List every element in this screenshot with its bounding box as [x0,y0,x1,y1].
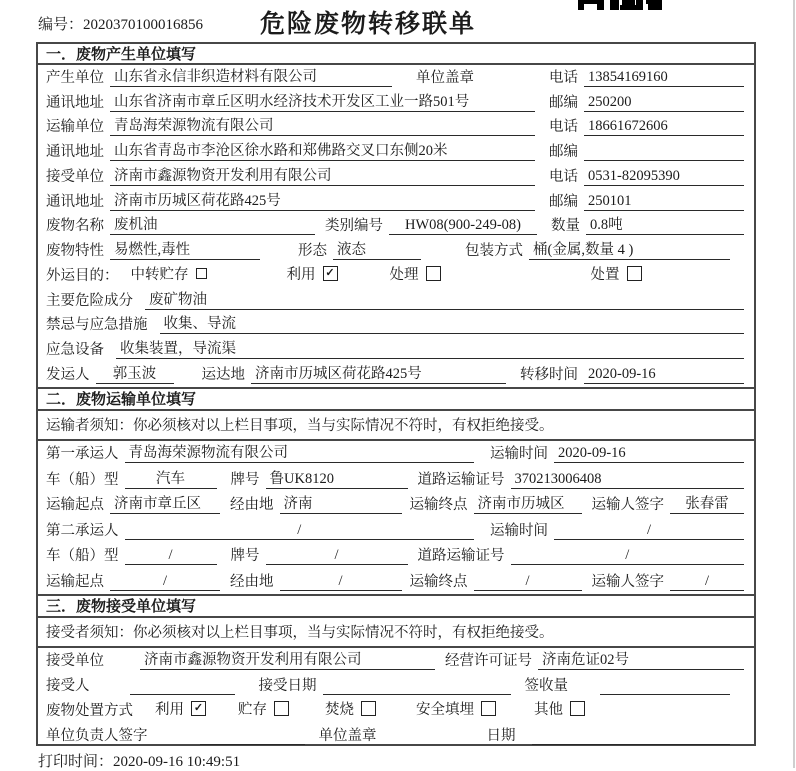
disposal-storage-label: 贮存 [238,701,267,718]
print-time-label: 打印时间： [38,754,114,770]
accept-unit-value: 济南市鑫源物资开发利用有限公司 [140,651,435,670]
producer-address-value: 山东省济南市章丘区明水经济技术开发区工业一路501号 [110,93,535,112]
receipt-qty-label: 签收量 [524,677,568,694]
checkbox-disposal-incinerate[interactable] [361,701,376,716]
emergency-equipment-label: 应急设备 [46,342,104,359]
route1-sign-value: 张春雷 [670,495,744,514]
route1-start-label: 运输起点 [46,497,104,514]
disposal-landfill-label: 安全填埋 [416,701,474,718]
waste-traits-label: 废物特性 [46,243,104,260]
transporter-label: 运输单位 [46,119,104,136]
row-transfer-purpose [38,263,754,288]
option-disposal-landfill [416,698,496,719]
plate2-value: / [266,546,408,565]
waste-name-value: 废机油 [110,216,315,235]
row-vehicle2 [38,543,754,569]
row-emergency-equipment [38,337,754,362]
receiver-phone-value: 0531-82095390 [584,167,744,186]
row-responsible-sign [38,723,754,748]
route1-sign-label: 运输人签字 [591,497,664,514]
plate1-label: 牌号 [230,471,260,488]
sign-date-label: 日期 [486,727,516,744]
route1-via-label: 经由地 [230,497,274,514]
row-route2 [38,568,754,594]
page-right-edge [793,0,795,768]
waste-code-value: HW08(900-249-08) [389,216,537,235]
transport-time1-value: 2020-09-16 [554,444,744,463]
option-dispose [591,263,642,284]
route2-via-label: 经由地 [230,573,274,590]
road-permit1-label: 道路运输证号 [417,471,505,488]
disposal-method-label: 废物处置方式 [46,702,133,719]
waste-form-label: 形态 [298,243,327,260]
receiver-notice: 接受者须知：你必须核对以上栏目事项，当与实际情况不符时，有权拒绝接受。 [38,618,754,648]
print-time-value: 2020-09-16 10:49:51 [113,754,241,770]
checkbox-disposal-utilize[interactable]: ✓ [191,701,206,716]
option-utilize [287,263,338,284]
row-waste-traits [38,238,754,263]
route1-via-value: 济南 [280,495,402,514]
accept-person-label: 接受人 [46,677,90,694]
row-receiver [38,164,754,189]
receiver-address-value: 济南市历城区荷花路425号 [110,192,535,211]
waste-form-value: 液态 [333,241,421,260]
taboo-measures-value: 收集、导流 [160,315,745,334]
waste-name-label: 废物名称 [46,218,104,235]
taboo-measures-label: 禁忌与应急措施 [46,317,148,334]
producer-zip-label: 邮编 [549,94,578,111]
transport-time2-value: / [554,521,744,540]
transporter-notice: 运输者须知：你必须核对以上栏目事项，当与实际情况不符时，有权拒绝接受。 [38,411,754,441]
route2-end-value: / [474,572,582,591]
row-vehicle1 [38,466,754,492]
unit-seal-label: 单位盖章 [416,69,474,86]
second-carrier-label: 第二承运人 [46,522,119,539]
transporter-phone-label: 电话 [549,119,578,136]
destination-label: 运达地 [201,366,245,383]
accept-unit-label: 接受单位 [46,652,104,669]
route2-start-label: 运输起点 [46,573,104,590]
utilize-label: 利用 [286,266,316,283]
section2-header: 二．废物运输单位填写 [38,387,754,411]
road-permit1-value: 370213006408 [511,470,745,489]
dispatcher-label: 发运人 [46,366,90,383]
disposal-incinerate-label: 焚烧 [325,701,354,718]
checkbox-utilize[interactable]: ✓ [323,266,338,281]
serial-value: 2020370100016856 [83,17,204,33]
route2-end-label: 运输终点 [409,573,468,590]
transport-time2-label: 运输时间 [490,522,548,539]
row-transporter-address [38,139,754,164]
license-label: 经营许可证号 [445,652,532,669]
dispatcher-value: 郭玉波 [96,365,174,384]
destination-value: 济南市历城区荷花路425号 [251,365,506,384]
unit-seal2-label: 单位盖章 [318,727,377,744]
waste-pack-label: 包装方式 [465,243,523,260]
transporter-zip-label: 邮编 [549,144,578,161]
hazard-component-value: 废矿物油 [145,291,744,310]
receiver-phone-label: 电话 [549,168,578,185]
dispose-label: 处置 [590,266,620,283]
route2-via-value: / [280,572,402,591]
section1-header: 一．废物产生单位填写 [38,44,754,65]
plate1-value: 鲁UK8120 [266,470,408,489]
license-value: 济南危证02号 [538,651,744,670]
road-permit2-value: / [511,546,745,565]
option-disposal-incinerate [325,698,376,719]
transporter-address-value: 山东省青岛市李沧区徐水路和郑佛路交叉口东侧20米 [110,142,535,161]
checkbox-treat[interactable] [426,266,441,281]
option-disposal-utilize [155,698,206,719]
producer-phone-label: 电话 [549,69,578,86]
option-disposal-storage [238,698,289,719]
hazard-component-label: 主要危险成分 [46,292,133,309]
section3-header: 三．废物接受单位填写 [38,594,754,618]
row-taboo-measures [38,313,754,338]
producer-zip-value: 250200 [584,93,744,112]
receiver-address-label: 通讯地址 [46,193,104,210]
row-route1 [38,492,754,518]
transfer-form [36,42,756,746]
serial-label: 编号： [38,17,84,33]
checkbox-dispose[interactable] [627,266,642,281]
waste-qty-value: 0.8吨 [586,216,744,235]
producer-phone-value: 13854169160 [584,68,744,87]
row-waste-name [38,214,754,239]
receipt-qty-value [600,677,730,695]
plate2-label: 牌号 [230,548,260,565]
second-carrier-value: / [125,521,475,540]
waste-code-label: 类别编号 [325,218,383,235]
row-accept-person [38,673,754,698]
route1-end-label: 运输终点 [409,497,468,514]
transfer-storage-label: 中转贮存 [130,266,189,283]
vehicle-type1-label: 车（船）型 [46,471,119,488]
route2-sign-label: 运输人签字 [591,573,664,590]
row-first-carrier [38,441,754,467]
sign-date-value [532,727,731,745]
emergency-equipment-value: 收集装置，导流渠 [116,340,744,359]
route1-end-value: 济南市历城区 [474,495,582,514]
responsible-sign-label: 单位负责人签字 [46,727,148,744]
receiver-zip-value: 250101 [584,192,744,211]
option-treat [390,263,441,284]
accept-date-label: 接受日期 [258,677,317,694]
transport-time1-label: 运输时间 [490,446,548,463]
page-title: 危险废物转移联单 [259,10,476,38]
responsible-sign-value [200,727,305,745]
option-disposal-other [534,698,585,719]
disposal-other-label: 其他 [534,701,563,718]
option-transfer-storage [131,263,207,284]
transporter-phone-value: 18661672606 [584,117,744,136]
transfer-time-value: 2020-09-16 [584,365,744,384]
checkbox-disposal-other[interactable] [570,701,585,716]
accept-person-value [130,677,235,695]
row-dispatcher [38,362,754,387]
qr-code-fragment [578,0,662,10]
checkbox-transfer-storage[interactable] [196,268,207,279]
transporter-value: 青岛海荣源物流有限公司 [110,117,535,136]
vehicle-type2-value: / [125,546,217,565]
row-disposal-method [38,698,754,723]
transporter-address-label: 通讯地址 [46,144,104,161]
producer-label: 产生单位 [46,69,104,86]
transfer-time-label: 转移时间 [520,366,578,383]
route2-start-value: / [110,572,220,591]
row-producer [38,65,754,90]
producer-address-label: 通讯地址 [46,94,104,111]
waste-qty-label: 数量 [551,218,580,235]
receiver-label: 接受单位 [46,168,104,185]
transfer-purpose-label: 外运目的： [46,267,119,284]
row-accept-unit [38,648,754,673]
waste-traits-value: 易燃性,毒性 [110,241,260,260]
receiver-zip-label: 邮编 [549,193,578,210]
producer-value: 山东省永信非织造材料有限公司 [110,68,392,87]
row-second-carrier [38,517,754,543]
vehicle-type2-label: 车（船）型 [46,548,119,565]
first-carrier-value: 青岛海荣源物流有限公司 [125,444,475,463]
row-receiver-address [38,189,754,214]
row-producer-address [38,90,754,115]
first-carrier-label: 第一承运人 [46,446,119,463]
row-transporter [38,115,754,140]
route1-start-value: 济南市章丘区 [110,495,220,514]
receiver-value: 济南市鑫源物资开发利用有限公司 [110,167,535,186]
waste-pack-value: 桶(金属,数量 4 ) [529,241,730,260]
transporter-zip-value [584,143,744,161]
accept-date-value [323,677,511,695]
row-hazard-component [38,288,754,313]
route2-sign-value: / [670,572,744,591]
road-permit2-label: 道路运输证号 [417,548,505,565]
checkbox-disposal-storage[interactable] [274,701,289,716]
treat-label: 处理 [389,266,419,283]
disposal-utilize-label: 利用 [155,701,184,718]
vehicle-type1-value: 汽车 [125,470,217,489]
checkbox-disposal-landfill[interactable] [481,701,496,716]
